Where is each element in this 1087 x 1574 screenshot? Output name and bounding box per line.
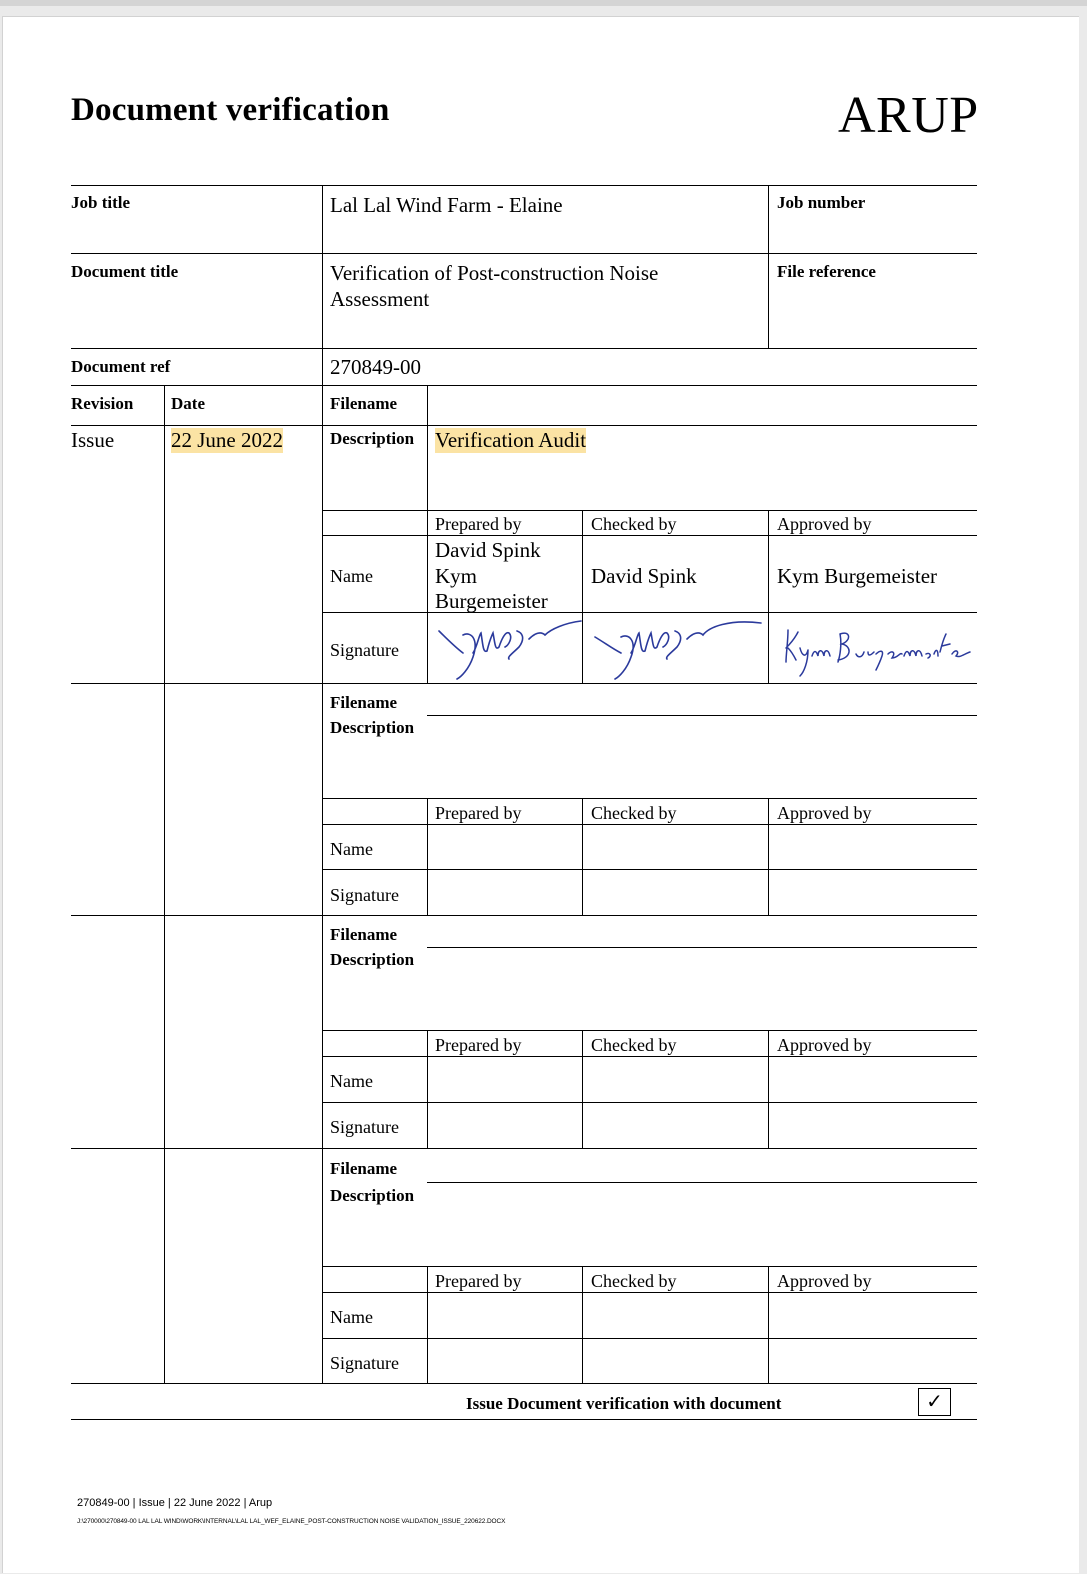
checked-by-name: David Spink bbox=[591, 564, 697, 588]
prepared-by-header: Prepared by bbox=[435, 1271, 522, 1291]
description-value: Verification Audit bbox=[435, 428, 587, 452]
approved-by-header: Approved by bbox=[777, 803, 872, 823]
table-rule bbox=[71, 185, 977, 186]
table-rule bbox=[768, 1266, 769, 1384]
filename-label: Filename bbox=[330, 1159, 398, 1178]
checked-by-header: Checked by bbox=[591, 514, 677, 534]
table-rule bbox=[322, 535, 977, 536]
prepared-by-signature bbox=[433, 617, 583, 681]
document-title-line1: Verification of Post-construction Noise bbox=[330, 261, 659, 285]
prepared-by-name-line2: Kym bbox=[435, 564, 477, 588]
checked-by-header: Checked by bbox=[591, 1035, 677, 1055]
table-rule bbox=[71, 253, 977, 254]
description-label: Description bbox=[330, 950, 415, 969]
document-ref-value: 270849-00 bbox=[330, 355, 421, 379]
table-rule bbox=[322, 1030, 977, 1031]
name-label: Name bbox=[330, 1071, 373, 1091]
prepared-by-header: Prepared by bbox=[435, 803, 522, 823]
arup-logo: ARUP bbox=[838, 87, 979, 144]
table-rule bbox=[322, 612, 977, 613]
approved-by-signature bbox=[780, 622, 972, 678]
table-rule bbox=[322, 1292, 977, 1293]
footer-file-path: J:\270000\270849-00 LAL LAL WIND\WORK\INTERNAL\LAL LAL_WEF_ELAINE_POST-CONSTRUCTION NOISE VALIDATION_ISSUE_220622.DOCX bbox=[77, 1518, 506, 1525]
table-rule bbox=[768, 185, 769, 348]
name-label: Name bbox=[330, 839, 373, 859]
filename-label: Filename bbox=[330, 394, 398, 413]
job-title-label: Job title bbox=[71, 193, 131, 212]
prepared-by-header: Prepared by bbox=[435, 514, 522, 534]
document-title-line2: Assessment bbox=[330, 287, 430, 311]
signature-label: Signature bbox=[330, 640, 399, 660]
filename-label: Filename bbox=[330, 693, 398, 712]
filename-label: Filename bbox=[330, 925, 398, 944]
table-rule bbox=[322, 869, 977, 870]
approved-by-header: Approved by bbox=[777, 514, 872, 534]
table-rule bbox=[582, 1030, 583, 1149]
table-rule bbox=[427, 1030, 428, 1149]
description-label: Description bbox=[330, 1186, 415, 1205]
table-rule bbox=[322, 824, 977, 825]
table-rule bbox=[582, 1266, 583, 1384]
issue-verification-checkbox[interactable]: ✓ bbox=[918, 1388, 951, 1416]
signature-label: Signature bbox=[330, 885, 399, 905]
window-top-bar bbox=[0, 0, 1087, 6]
checked-by-header: Checked by bbox=[591, 803, 677, 823]
name-label: Name bbox=[330, 1307, 373, 1327]
revision-value: Issue bbox=[71, 428, 115, 452]
description-label: Description bbox=[330, 429, 415, 448]
checked-by-signature bbox=[589, 617, 764, 681]
table-rule bbox=[322, 1266, 977, 1267]
table-rule bbox=[322, 185, 323, 385]
job-title-value: Lal Lal Wind Farm - Elaine bbox=[330, 193, 563, 217]
table-rule bbox=[71, 1419, 977, 1420]
table-rule bbox=[768, 510, 769, 684]
table-rule bbox=[322, 798, 977, 799]
table-rule bbox=[71, 683, 977, 684]
prepared-by-name-line3: Burgemeister bbox=[435, 589, 548, 613]
table-rule bbox=[427, 385, 428, 684]
approved-by-name: Kym Burgemeister bbox=[777, 564, 938, 588]
name-label: Name bbox=[330, 566, 373, 586]
table-rule bbox=[71, 385, 977, 386]
table-rule bbox=[427, 715, 977, 716]
revision-header: Revision bbox=[71, 394, 134, 413]
job-number-label: Job number bbox=[777, 193, 866, 212]
date-header: Date bbox=[171, 394, 205, 413]
table-rule bbox=[322, 1102, 977, 1103]
document-title-label: Document title bbox=[71, 262, 179, 281]
footer-reference: 270849-00 | Issue | 22 June 2022 | Arup bbox=[77, 1497, 273, 1509]
approved-by-header: Approved by bbox=[777, 1035, 872, 1055]
prepared-by-header: Prepared by bbox=[435, 1035, 522, 1055]
table-rule bbox=[71, 348, 977, 349]
table-rule bbox=[427, 1266, 428, 1384]
issue-verification-label: Issue Document verification with document bbox=[466, 1394, 782, 1413]
table-rule bbox=[71, 1148, 977, 1149]
table-rule bbox=[427, 947, 977, 948]
table-rule bbox=[322, 1056, 977, 1057]
table-rule bbox=[322, 385, 323, 1384]
table-rule bbox=[71, 915, 977, 916]
table-rule bbox=[322, 1338, 977, 1339]
table-rule bbox=[71, 425, 977, 426]
file-reference-label: File reference bbox=[777, 262, 876, 281]
table-rule bbox=[427, 1182, 977, 1183]
document-ref-label: Document ref bbox=[71, 357, 171, 376]
signature-label: Signature bbox=[330, 1353, 399, 1373]
table-rule bbox=[582, 798, 583, 916]
approved-by-header: Approved by bbox=[777, 1271, 872, 1291]
description-label: Description bbox=[330, 718, 415, 737]
signature-label: Signature bbox=[330, 1117, 399, 1137]
page-title: Document verification bbox=[71, 92, 390, 128]
table-rule bbox=[164, 385, 165, 1384]
table-rule bbox=[322, 510, 977, 511]
table-rule bbox=[71, 1383, 977, 1384]
table-rule bbox=[427, 798, 428, 916]
table-rule bbox=[768, 1030, 769, 1149]
date-value: 22 June 2022 bbox=[171, 428, 283, 452]
prepared-by-name-line1: David Spink bbox=[435, 538, 541, 562]
checked-by-header: Checked by bbox=[591, 1271, 677, 1291]
table-rule bbox=[768, 798, 769, 916]
